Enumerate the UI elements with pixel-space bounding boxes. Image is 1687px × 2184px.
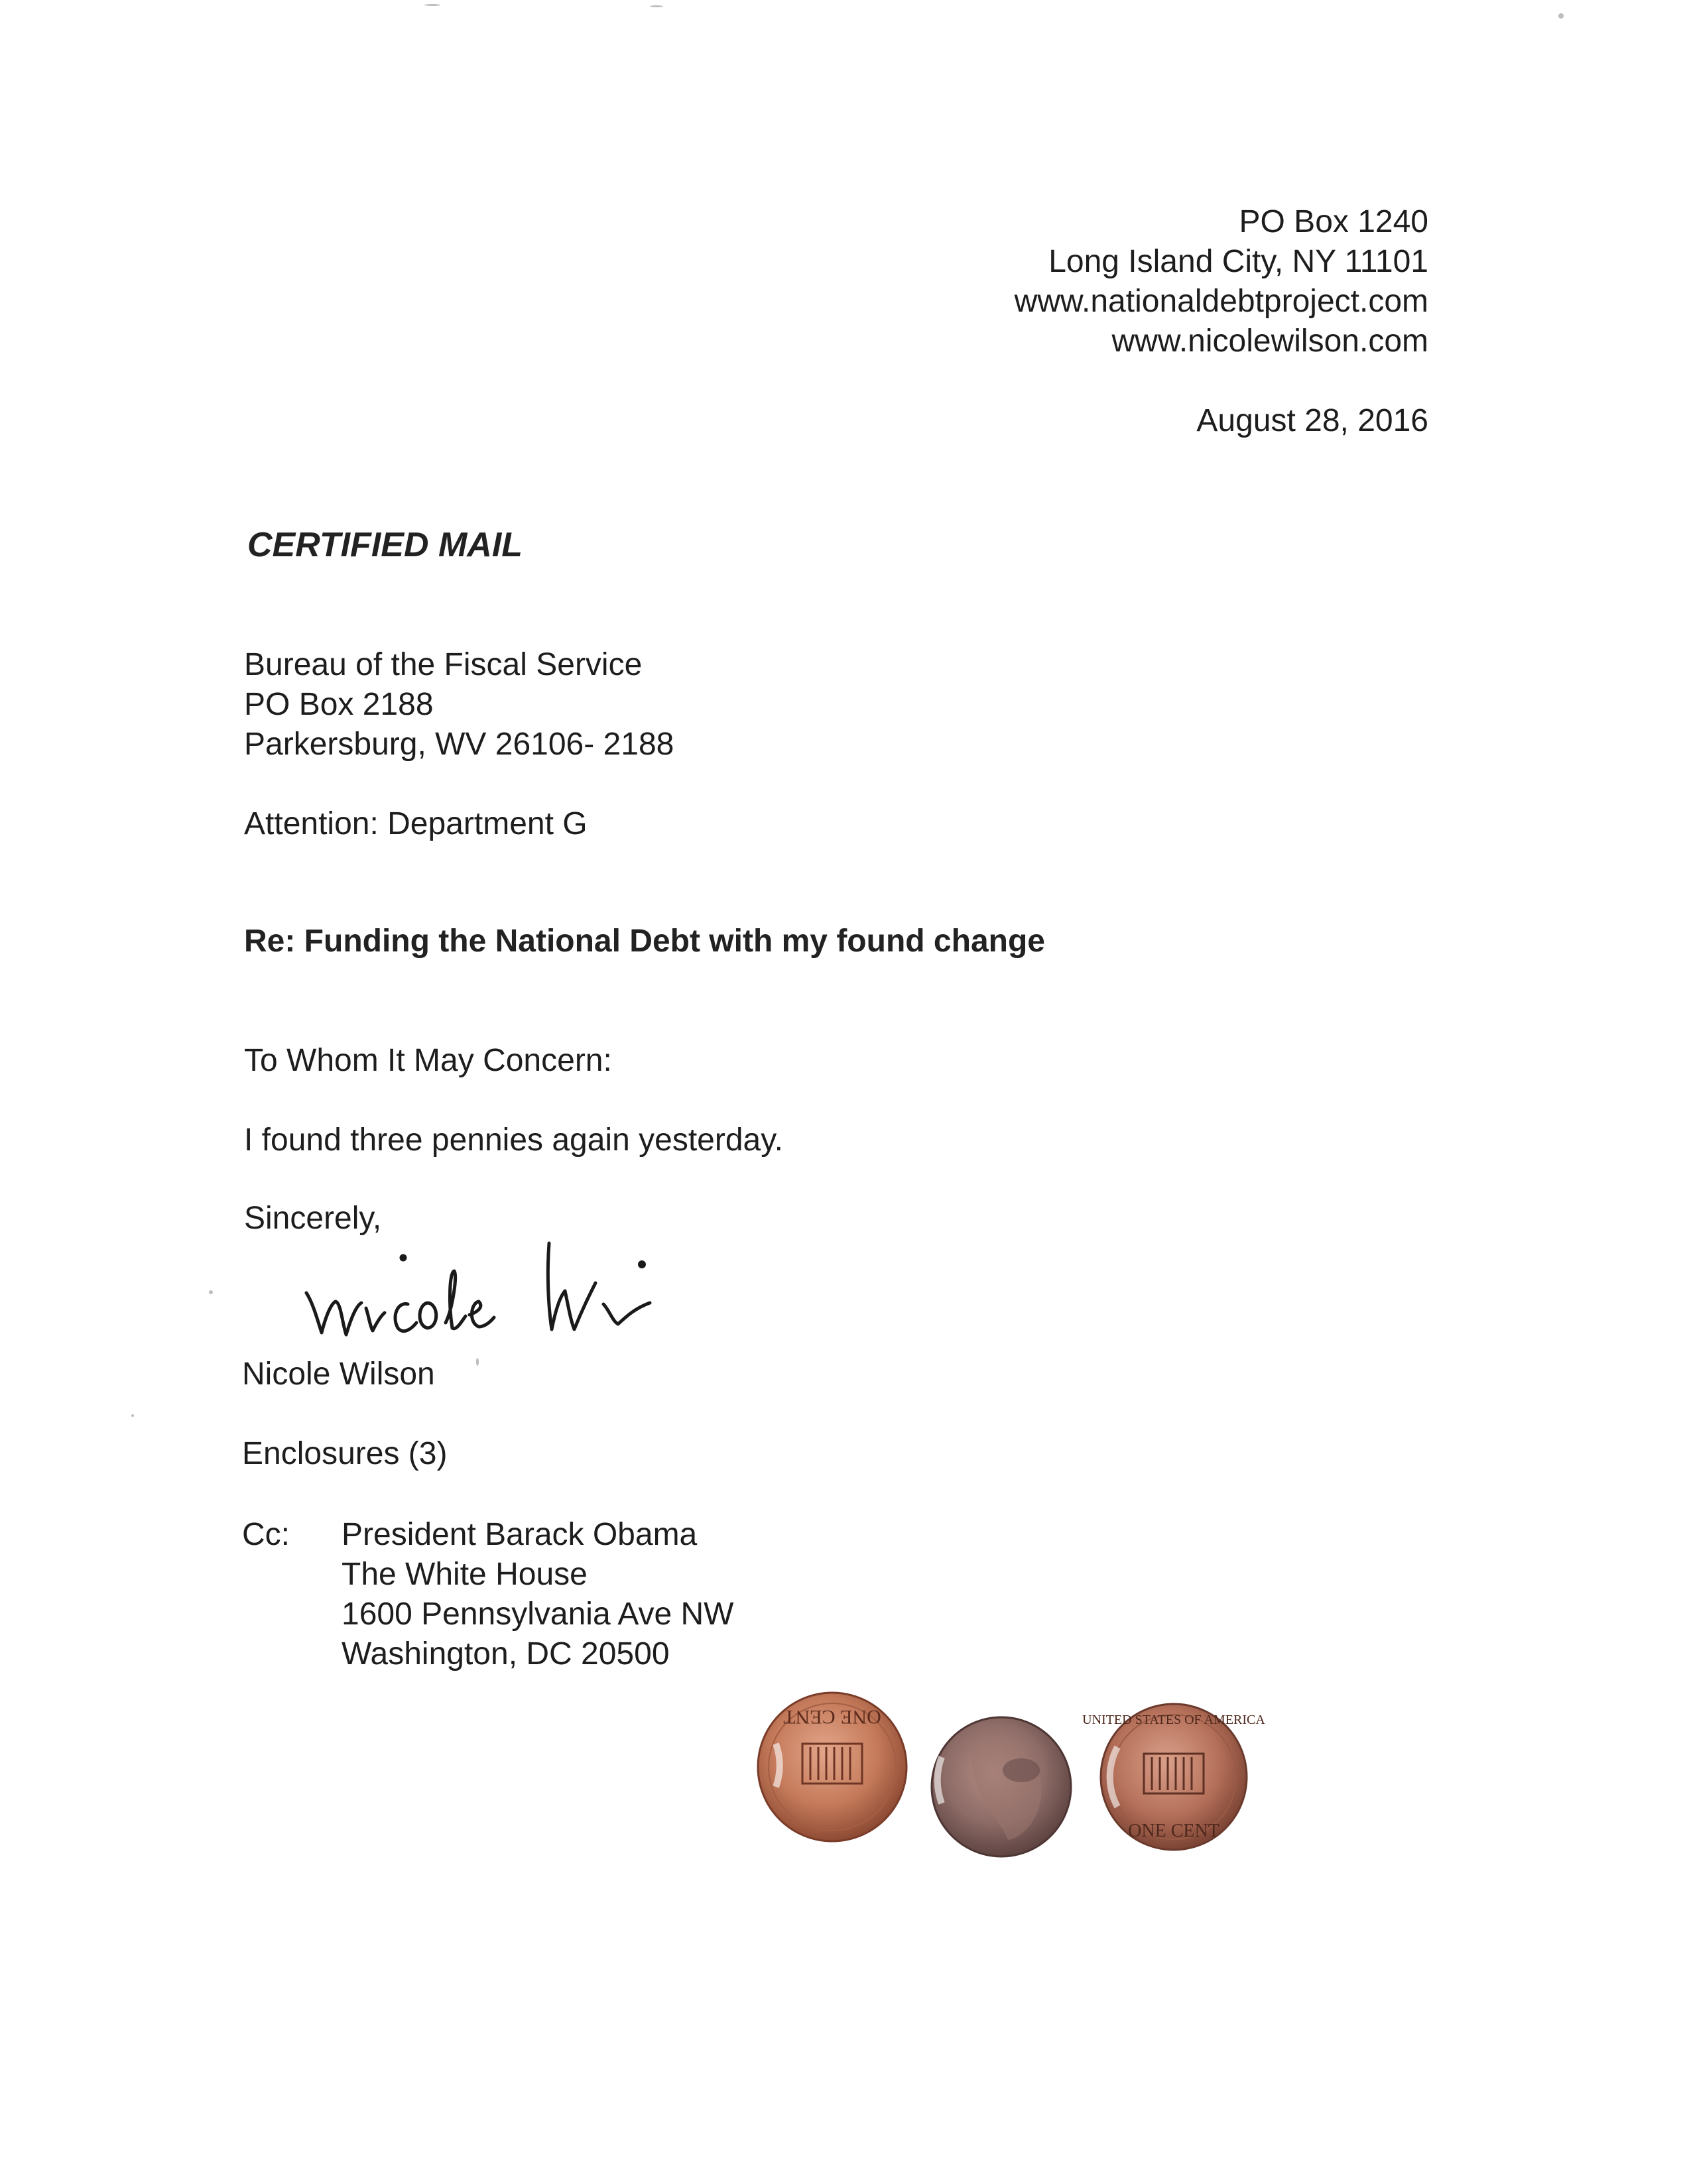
salutation: To Whom It May Concern: xyxy=(244,1043,612,1078)
penny-3 xyxy=(1082,1704,1265,1850)
letter-body: I found three pennies again yesterday. xyxy=(244,1122,783,1158)
penny-1 xyxy=(758,1693,906,1841)
cc-name: President Barack Obama xyxy=(342,1517,698,1552)
cc-address-line4: Washington, DC 20500 xyxy=(342,1636,670,1671)
letterhead xyxy=(1015,202,1428,361)
letterhead-address-line2: Long Island City, NY 11101 xyxy=(1048,244,1428,279)
letterhead-website1: www.nationaldebtproject.com xyxy=(1014,284,1428,319)
penny-3-text-top: UNITED STATES OF AMERICA xyxy=(1082,1713,1265,1727)
scan-speck xyxy=(1558,13,1564,19)
scan-speck xyxy=(131,1414,134,1417)
signature-image xyxy=(292,1230,703,1366)
closing: Sincerely, xyxy=(244,1201,382,1236)
subject-line: Re: Funding the National Debt with my found change xyxy=(244,924,1045,959)
letterhead-address-line1: PO Box 1240 xyxy=(1239,204,1428,239)
cc-address-line2: The White House xyxy=(342,1557,588,1592)
scan-speck xyxy=(209,1290,213,1294)
recipient-address xyxy=(244,645,674,764)
letterhead-website2: www.nicolewilson.com xyxy=(1111,324,1428,359)
cc-recipient xyxy=(342,1515,733,1674)
cc-label: Cc: xyxy=(242,1517,290,1552)
recipient-address-line2: Parkersburg, WV 26106- 2188 xyxy=(244,727,674,762)
certified-mail-heading: CERTIFIED MAIL xyxy=(247,526,523,564)
pennies-image xyxy=(749,1671,1267,1893)
cc-address-line3: 1600 Pennsylvania Ave NW xyxy=(342,1597,734,1632)
scan-speck xyxy=(424,4,440,6)
recipient-address-line1: PO Box 2188 xyxy=(244,687,434,722)
scan-speck xyxy=(650,5,663,7)
recipient-name: Bureau of the Fiscal Service xyxy=(244,647,643,682)
attention-line: Attention: Department G xyxy=(244,806,588,841)
signer-name: Nicole Wilson xyxy=(242,1357,435,1392)
letter-date: August 28, 2016 xyxy=(1196,403,1428,438)
scan-speck xyxy=(476,1358,479,1366)
enclosures-note: Enclosures (3) xyxy=(242,1436,448,1471)
penny-2 xyxy=(932,1717,1071,1856)
penny-1-text: ONE CENT xyxy=(783,1706,881,1728)
penny-3-text-bottom: ONE CENT xyxy=(1128,1821,1219,1841)
